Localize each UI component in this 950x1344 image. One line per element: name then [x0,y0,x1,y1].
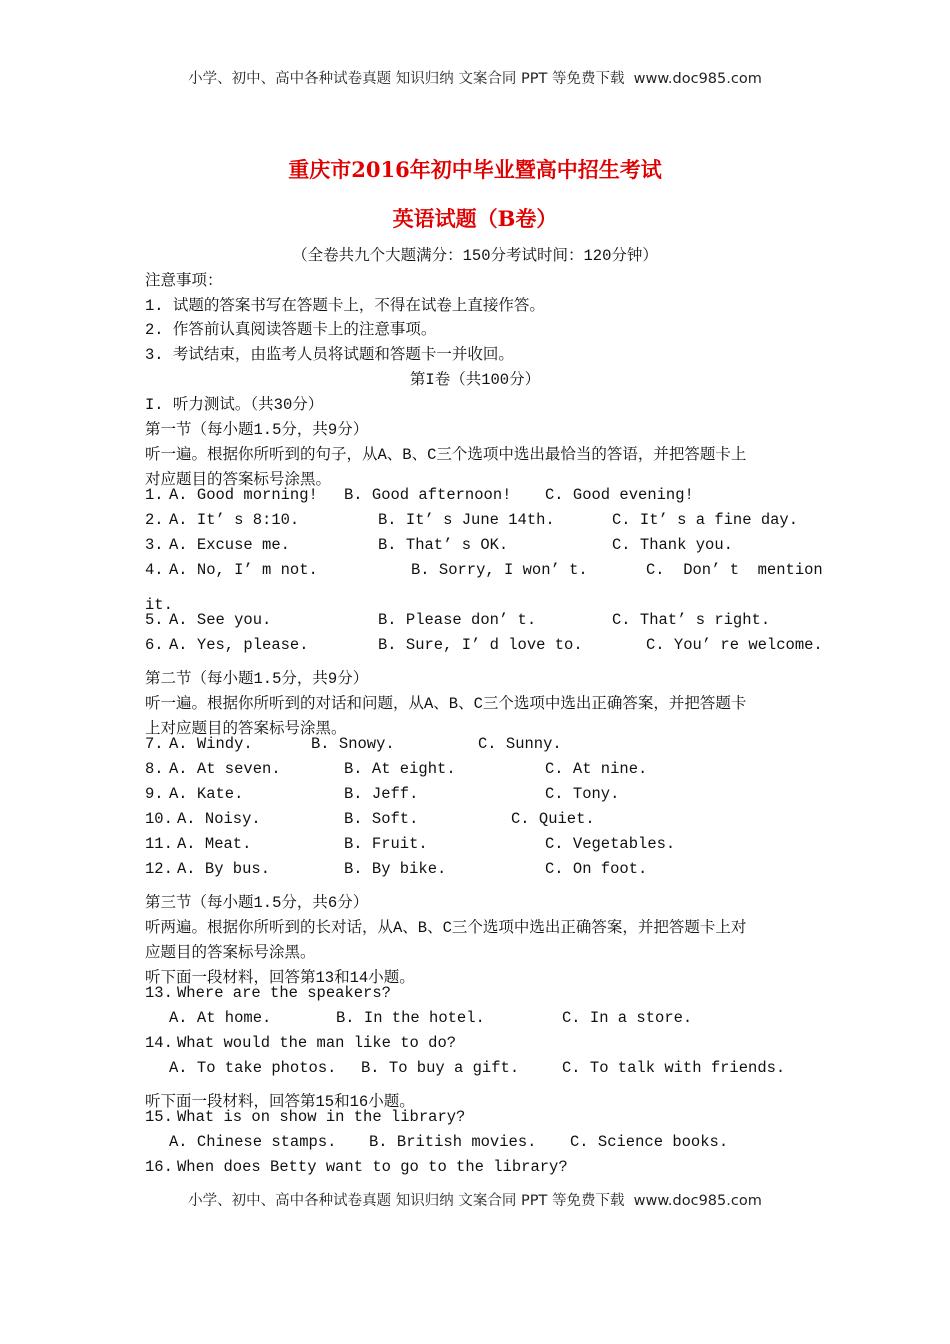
option-a: A. Chinese stamps. [169,1133,337,1151]
question-number: 3. [145,536,164,554]
option-c: C. Vegetables. [545,835,676,853]
option-c: C. Tony. [545,785,620,803]
sub2-instructions: 上对应题目的答案标号涂黑。 [145,720,347,738]
option-c: C. Sunny. [478,735,562,753]
question-number: 5. [145,611,164,629]
sub1-heading: 第一节（每小题1.5分，共9分） [145,421,369,439]
option-a: A. Good morning! [169,486,318,504]
question-number: 13. [145,984,173,1002]
sub3-instructions: 听两遍。根据你所听到的长对话，从A、B、C三个选项中选出正确答案，并把答题卡上对 [145,919,747,937]
question-number: 12. [145,860,173,878]
option-c: C. Quiet. [511,810,595,828]
option-b: B. Please don’ t. [378,611,537,629]
option-b: B. Jeff. [344,785,419,803]
option-a: A. Meat. [177,835,252,853]
question-number: 1. [145,486,164,504]
sub3-heading: 第三节（每小题1.5分，共6分） [145,894,369,912]
option-a: A. Kate. [169,785,244,803]
option-c: C. Good evening! [545,486,694,504]
question-number: 14. [145,1034,173,1052]
question-number: 2. [145,511,164,529]
option-c: C. At nine. [545,760,648,778]
option-c: C. It’ s a fine day. [612,511,799,529]
question-number: 15. [145,1108,173,1126]
option-c: C. In a store. [562,1009,693,1027]
option-a: A. It’ s 8:10. [169,511,300,529]
section1-heading: I. 听力测试。（共30分） [145,396,324,414]
option-b: B. Soft. [344,810,419,828]
sub1-instructions: 听一遍。根据你所听到的句子，从A、B、C三个选项中选出最恰当的答语，并把答题卡上 [145,446,747,464]
option-b: B. Sorry, I won’ t. [411,561,588,579]
option-a: A. Excuse me. [169,536,290,554]
option-c: C. On foot. [545,860,648,878]
q4-continuation: it. [145,596,173,614]
option-b: B. That’ s OK. [378,536,509,554]
page-footer-banner: 小学、初中、高中各种试卷真题 知识归纳 文案合同 PPT 等免费下载 www.doc985.com [188,1193,762,1209]
option-c: C. Science books. [570,1133,729,1151]
option-b: B. Snowy. [311,735,395,753]
exam-info: （全卷共九个大题满分：150分考试时间：120分钟） [292,247,658,265]
question-number: 9. [145,785,164,803]
option-c: C. To talk with friends. [562,1059,786,1077]
notes-heading: 注意事项： [145,272,223,290]
option-a: A. To take photos. [169,1059,337,1077]
option-a: A. At home. [169,1009,272,1027]
exam-subtitle: 英语试题（B卷） [392,206,558,231]
option-a: A. Yes, please. [169,636,309,654]
option-b: B. By bike. [344,860,447,878]
page-header-banner: 小学、初中、高中各种试卷真题 知识归纳 文案合同 PPT 等免费下载 www.doc985.com [188,71,762,87]
question-number: 6. [145,636,164,654]
question-number: 7. [145,735,164,753]
part1-heading: 第I卷（共100分） [409,371,541,389]
option-b: B. At eight. [344,760,456,778]
option-c: C. Thank you. [612,536,733,554]
sub2-heading: 第二节（每小题1.5分，共9分） [145,670,369,688]
note-item: 2. 作答前认真阅读答题卡上的注意事项。 [145,321,437,339]
option-a: A. No, I’ m not. [169,561,318,579]
question-number: 16. [145,1158,173,1176]
sub2-instructions: 听一遍。根据你所听到的对话和问题，从A、B、C三个选项中选出正确答案，并把答题卡 [145,695,747,713]
question-number: 10. [145,810,173,828]
option-c: C. Don’ t mention [646,561,823,579]
note-item: 3. 考试结束，由监考人员将试题和答题卡一并收回。 [145,346,514,364]
option-a: A. By bus. [177,860,271,878]
question-text: Where are the speakers? [177,984,391,1002]
sub3-instructions: 应题目的答案标号涂黑。 [145,944,316,962]
sub1-instructions: 对应题目的答案标号涂黑。 [145,471,332,489]
option-b: B. Sure, I’ d love to. [378,636,583,654]
question-number: 4. [145,561,164,579]
option-a: A. Windy. [169,735,253,753]
question-text: When does Betty want to go to the library? [177,1158,568,1176]
question-number: 11. [145,835,173,853]
option-b: B. In the hotel. [336,1009,485,1027]
question-text: What would the man like to do? [177,1034,457,1052]
option-b: B. British movies. [369,1133,537,1151]
option-a: A. At seven. [169,760,281,778]
option-a: A. Noisy. [177,810,261,828]
option-b: B. To buy a gift. [361,1059,520,1077]
option-b: B. It’ s June 14th. [378,511,555,529]
note-item: 1. 试题的答案书写在答题卡上，不得在试卷上直接作答。 [145,297,545,315]
exam-title: 重庆市2016年初中毕业暨高中招生考试 [288,157,662,182]
option-a: A. See you. [169,611,272,629]
material-note: 听下面一段材料，回答第13和14小题。 [145,969,415,987]
option-b: B. Good afternoon! [344,486,512,504]
question-text: What is on show in the library? [177,1108,466,1126]
option-c: C. That’ s right. [612,611,771,629]
question-number: 8. [145,760,164,778]
option-b: B. Fruit. [344,835,428,853]
material-note: 听下面一段材料，回答第15和16小题。 [145,1093,415,1111]
option-c: C. You’ re welcome. [646,636,823,654]
